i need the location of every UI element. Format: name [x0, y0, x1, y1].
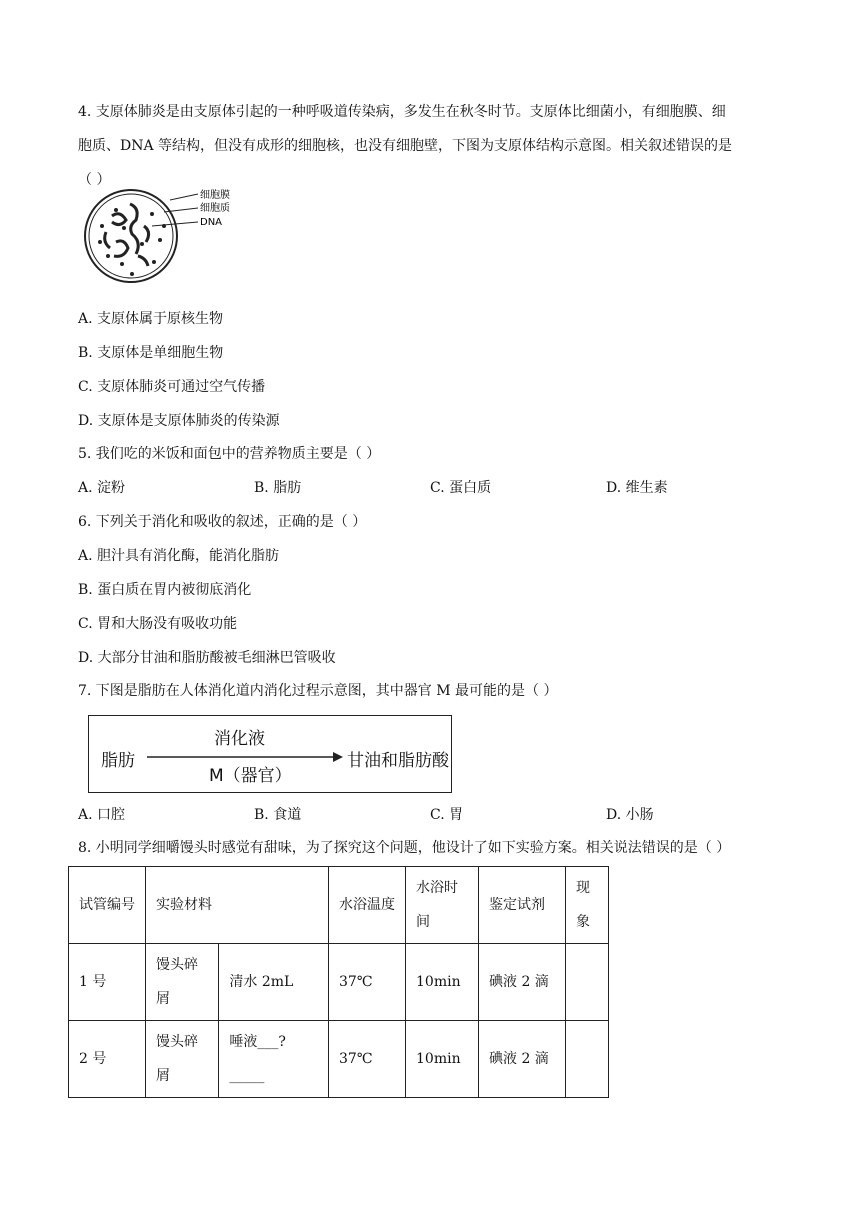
q8-stem: 8. 小明同学细嚼馒头时感觉有甜味，为了探究这个问题，他设计了如下实验方案。相关说法错误的是（ ） — [78, 840, 731, 856]
q7-option-a[interactable]: A. 口腔 — [78, 807, 126, 823]
q7-stem: 7. 下图是脂肪在人体消化道内消化过程示意图，其中器官 M 最可能的是（ ） — [78, 683, 558, 699]
header-phenomenon: 现象 — [566, 867, 609, 944]
q6-option-d[interactable]: D. 大部分甘油和脂肪酸被毛细淋巴管吸收 — [78, 650, 336, 666]
table-cell: 10min — [406, 944, 479, 1021]
fat-digestion-diagram — [88, 715, 452, 793]
q5-stem: 5. 我们吃的米饭和面包中的营养物质主要是（ ） — [78, 446, 381, 462]
q4-option-b[interactable]: B. 支原体是单细胞生物 — [78, 345, 224, 361]
table-cell: 1 号 — [69, 944, 146, 1021]
q5-option-a[interactable]: A. 淀粉 — [78, 480, 126, 496]
q4-stem-line1: 4. 支原体肺炎是由支原体引起的一种呼吸道传染病，多发生在秋冬时节。支原体比细菌小，有细胞膜、细 — [78, 104, 726, 120]
q6-option-a[interactable]: A. 胆汁具有消化酶，能消化脂肪 — [78, 548, 280, 564]
header-reagent: 鉴定试剂 — [479, 867, 566, 944]
arrow-icon — [145, 751, 345, 763]
flow-bottom-label: M（器官） — [209, 766, 292, 786]
q4-option-c[interactable]: C. 支原体肺炎可通过空气传播 — [78, 379, 266, 395]
experiment-table — [68, 866, 609, 1098]
mycoplasma-structure-diagram — [82, 186, 262, 290]
table-cell: 碘液 2 滴 — [479, 944, 566, 1021]
table-cell: 37℃ — [329, 944, 406, 1021]
q5-option-c[interactable]: C. 蛋白质 — [430, 480, 492, 496]
q5-option-b[interactable]: B. 脂肪 — [254, 480, 302, 496]
table-cell: 清水 2mL — [219, 944, 329, 1021]
q6-option-b[interactable]: B. 蛋白质在胃内被彻底消化 — [78, 582, 252, 598]
q4-option-a[interactable]: A. 支原体属于原核生物 — [78, 311, 224, 327]
q6-stem: 6. 下列关于消化和吸收的叙述，正确的是（ ） — [78, 514, 367, 530]
header-tube-number: 试管编号 — [69, 867, 146, 944]
q7-option-d[interactable]: D. 小肠 — [606, 807, 654, 823]
q4-option-d[interactable]: D. 支原体是支原体肺炎的传染源 — [78, 413, 280, 429]
table-cell: 馒头碎屑 — [146, 944, 219, 1021]
label-cell-membrane: 细胞膜 — [200, 190, 230, 201]
header-bath-time: 水浴时间 — [406, 867, 479, 944]
table-cell: 37℃ — [329, 1021, 406, 1098]
header-bath-temperature: 水浴温度 — [329, 867, 406, 944]
label-dna: DNA — [200, 217, 223, 228]
table-cell — [566, 1021, 609, 1098]
q6-option-c[interactable]: C. 胃和大肠没有吸收功能 — [78, 616, 238, 632]
table-row — [69, 944, 609, 1021]
q7-option-c[interactable]: C. 胃 — [430, 807, 464, 823]
table-cell: 2 号 — [69, 1021, 146, 1098]
table-cell: 10min — [406, 1021, 479, 1098]
q5-option-d[interactable]: D. 维生素 — [606, 480, 668, 496]
table-row — [69, 1021, 609, 1098]
table-cell-saliva-blank[interactable]: 唾液___?_____ — [219, 1021, 329, 1098]
table-cell — [566, 944, 609, 1021]
header-material: 实验材料 — [146, 867, 329, 944]
flow-left-label: 脂肪 — [101, 751, 135, 771]
label-cytoplasm: 细胞质 — [200, 203, 230, 214]
flow-top-label: 消化液 — [214, 729, 265, 749]
q7-option-b[interactable]: B. 食道 — [254, 807, 302, 823]
table-header-row — [69, 867, 609, 944]
q4-stem-line2: 胞质、DNA 等结构，但没有成形的细胞核，也没有细胞壁，下图为支原体结构示意图。相关叙述错误的是 — [78, 138, 733, 154]
table-cell: 碘液 2 滴 — [479, 1021, 566, 1098]
table-cell: 馒头碎屑 — [146, 1021, 219, 1098]
flow-right-label: 甘油和脂肪酸 — [347, 751, 449, 771]
q4-answer-blank: （ ） — [78, 172, 111, 188]
